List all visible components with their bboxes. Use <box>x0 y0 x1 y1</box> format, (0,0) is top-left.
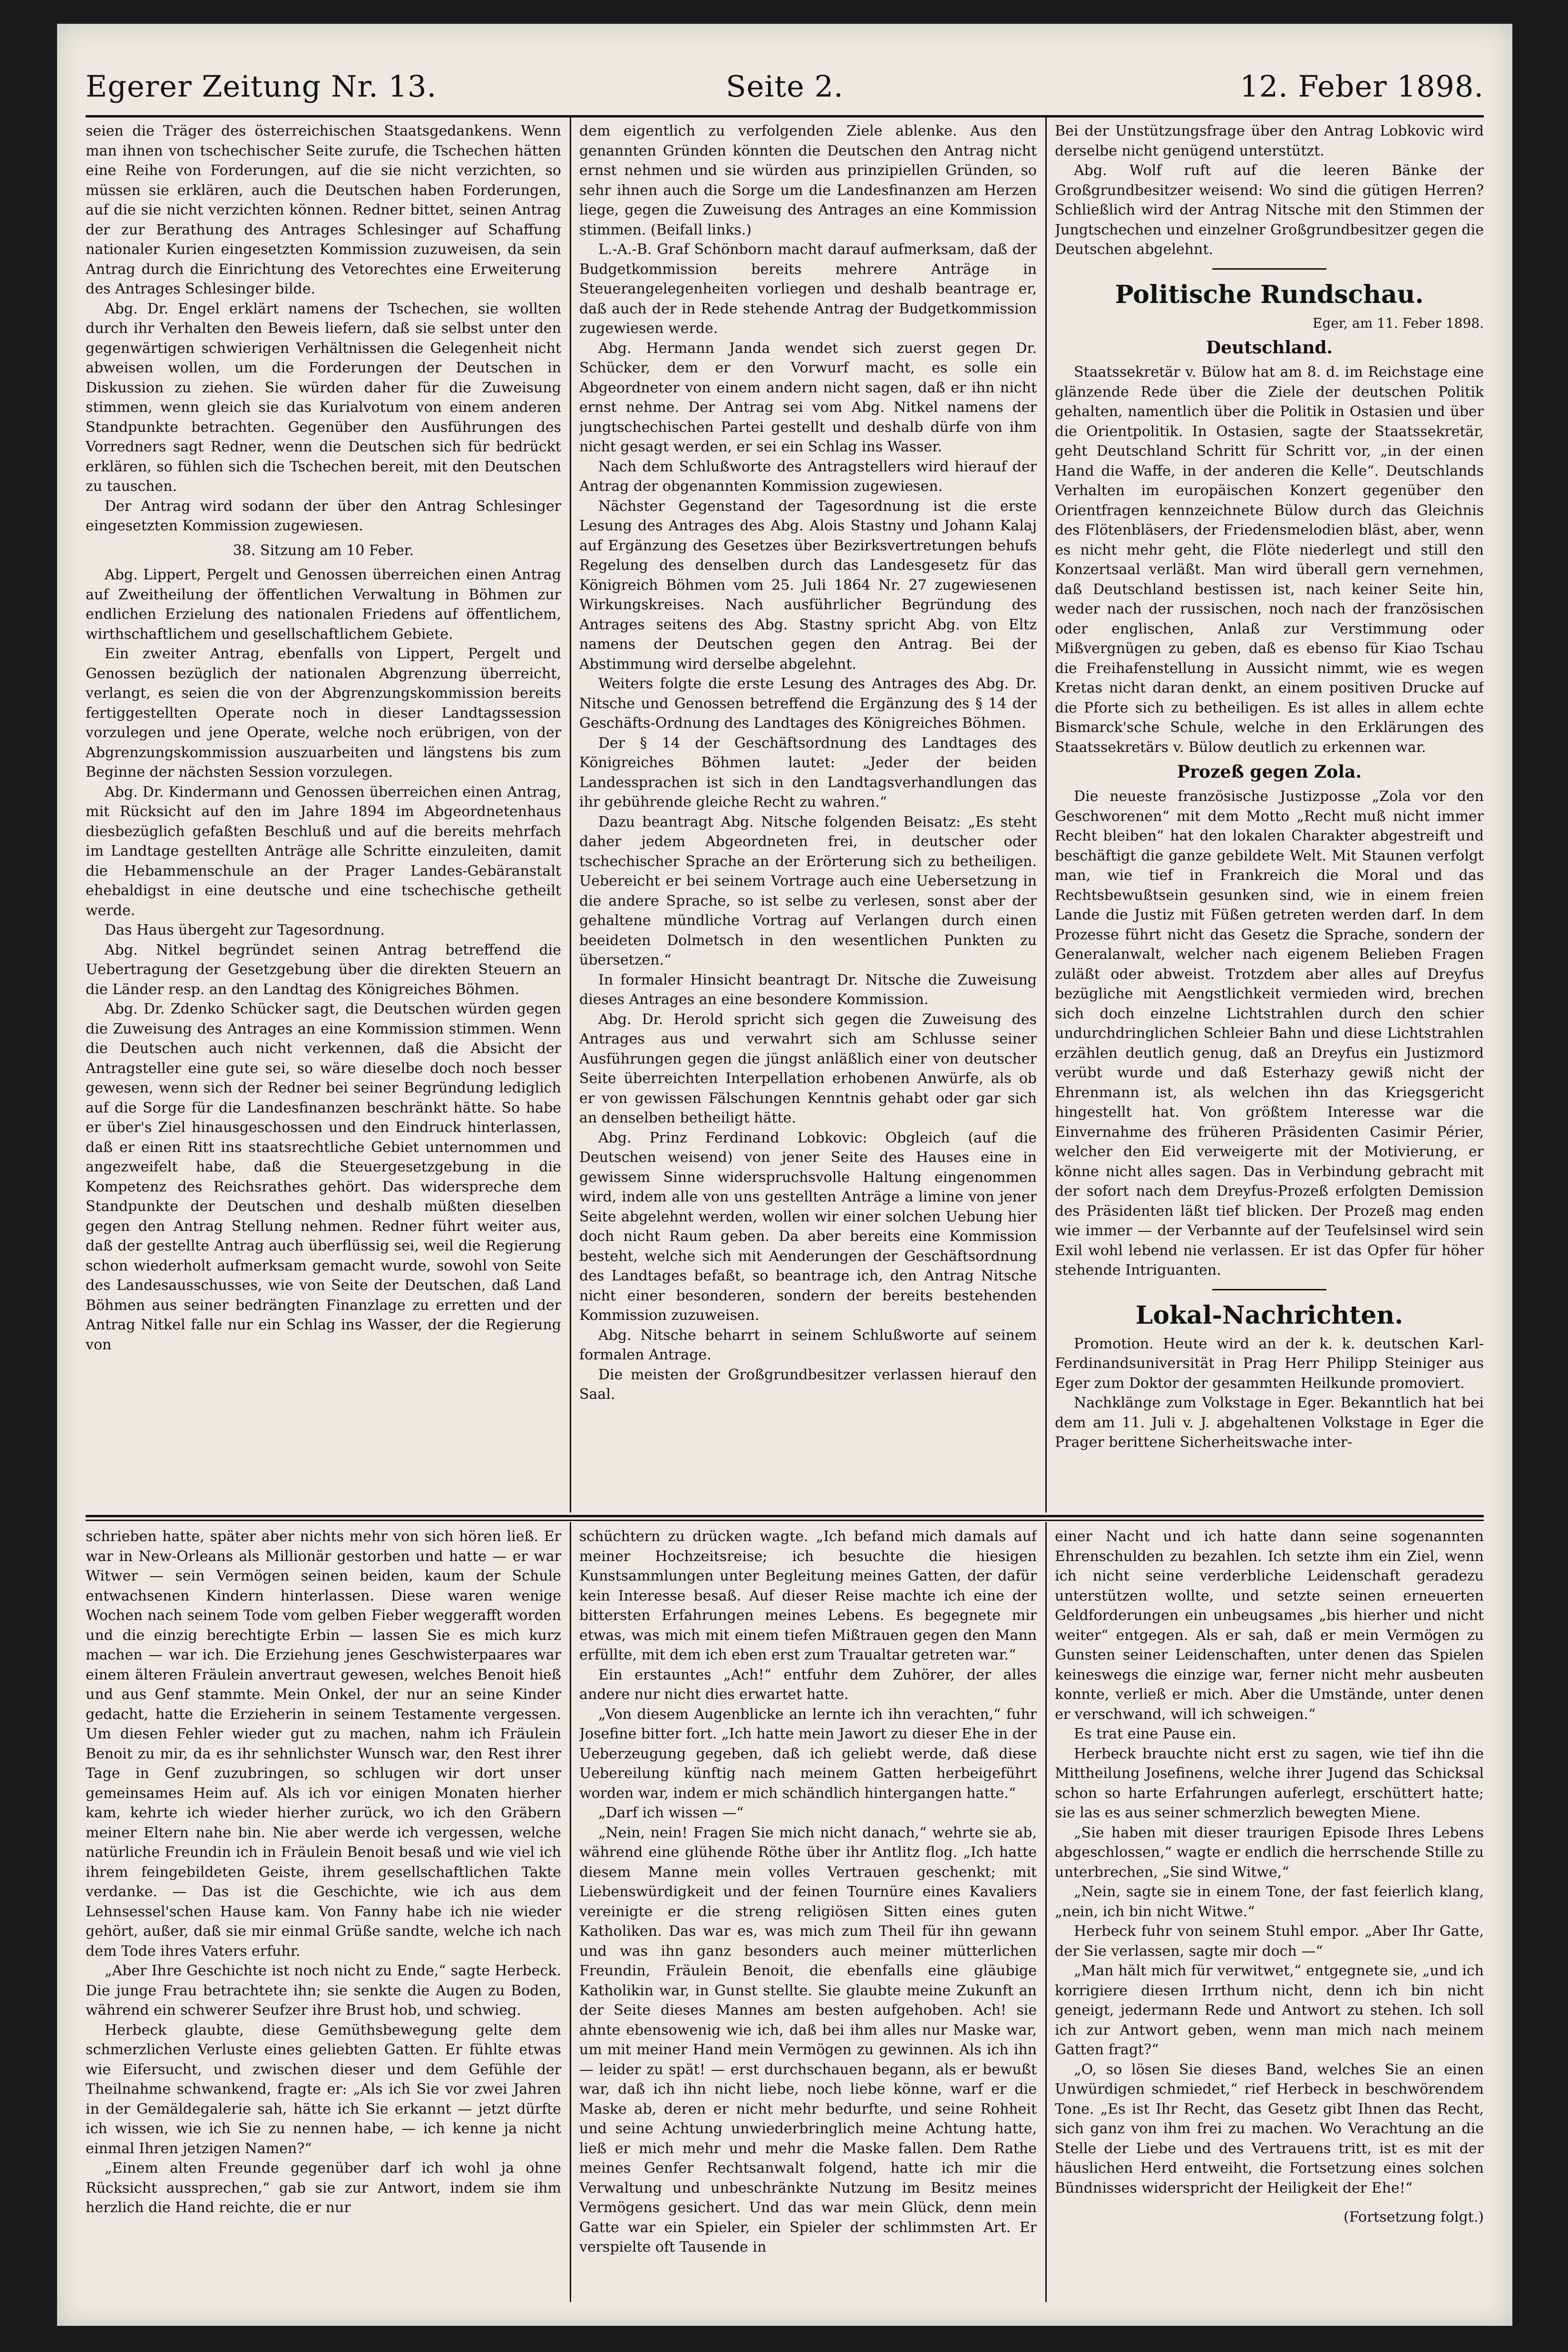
section-divider <box>1212 1289 1326 1290</box>
continuation-note: (Fortsetzung folgt.) <box>1344 2209 1484 2225</box>
paragraph: „Man hält mich für verwitwet,“ entgegnete sie, „und ich korrigiere diesen Irrthum nicht, denn ich bin nicht geneigt, jedermann Rede und Antwort zu stehen. Ich soll ich zur Antwort geben, wenn man mich nach meinem Gatten fragt?“ <box>1055 1962 1484 2058</box>
paragraph: Es trat eine Pause ein. <box>1074 1726 1237 1742</box>
paragraph: Abg. Dr. Zdenko Schücker sagt, die Deutschen würden gegen die Zuweisung des Antrages an eine Kommission stimmen. Wenn die Deutschen auch nicht verkennen, daß die Absicht der Antragsteller eine gute sei, so wäre dieselbe doch noch besser gewesen, wenn sich der Redner bei seiner Begründung lediglich auf die Sorge für die Landesfinanzen beschränkt hätte. So habe er über's Ziel hinausgeschossen und den Eindruck hinterlassen, daß er einen Ritt ins staatsrechtliche Gebiet unternommen und angezweifelt habe, daß die Steuergesetzgebung in die Kompetenz des Reichsrathes gehört. Das widerspreche dem Standpunkte der Deutschen und deshalb müßten dieselben gegen den Antrag Stellung nehmen. Redner führt weiter aus, daß der gestellte Antrag auch überflüssig sei, weil die Regierung schon wiederholt aufmerksam gemacht wurde, sowohl von Seite des Landesausschusses, wie von Seite der Deutschen, daß Land Böhmen aus seiner bedrängten Finanzlage zu erretten und der Antrag Nitkel falle nur ein Schlag ins Wasser, der die Regierung von <box>86 1001 561 1353</box>
column-divider <box>1045 117 1047 1513</box>
paragraph: Abg. Hermann Janda wendet sich zuerst gegen Dr. Schücker, dem er den Vorwurf macht, es solle ein Abgeordneter von einem andern nicht sagen, daß er ihn nicht ernst nehme. Der Antrag sei vom Abg. Nitkel namens der jungtschechischen Partei gestellt und deshalb dürfe von ihm nicht gesagt werden, er sei ein Schlag ins Wasser. <box>579 340 1037 455</box>
column-divider <box>570 1522 571 2302</box>
paragraph: schrieben hatte, später aber nichts mehr von sich hören ließ. Er war in New-Orleans als Millionär gestorben und hatte — er war Witwer — sein Vermögen seinen beiden, kaum der Schule entwachsenen Kindern hinterlassen. Diese waren wenige Wochen nach seinem Tode vom gelben Fieber weggerafft worden und die einzig berechtigte Erbin — lassen Sie es mich kurz machen — war ich. Die Erziehung jenes Geschwisterpaares war einem älteren Fräulein anvertraut gewesen, welches Benoit hieß und aus Genf stammte. Mein Onkel, der nur an seine Kinder gedacht, hatte die Erzieherin in seinem Testamente vergessen. Um diesen Fehler wieder gut zu machen, nahm ich Fräulein Benoit zu mir, da es ihr sehnlichster Wunsch war, den Rest ihrer Tage in Genf zuzubringen, so schlugen wir dort unser gemeinsames Heim auf. Als ich vor einigen Monaten hierher kam, kehrte ich wieder hierher zurück, wo ich den Gräbern meiner Eltern nahe bin. Nie aber werde ich vergessen, welche natürliche Freundin ich in Fräulein Benoit besaß und wie viel ich ihrem feingebildeten Geiste, ihrem gesellschaftlichen Takte verdanke. — Das ist die Geschichte, wie ich aus dem Lehnsessel'schen Hause kam. Von Fanny habe ich nie wieder gehört, außer, daß sie mir einmal Grüße sandte, welche ich nach dem Tode ihres Vaters erfuhr. <box>86 1528 561 1960</box>
masthead <box>86 69 1484 114</box>
paragraph: Abg. Wolf ruft auf die leeren Bänke der Großgrundbesitzer weisend: Wo sind die gütigen Herren? Schließlich wird der Antrag Nitsche mit den Stimmen der Jungtschechen und einzelner Großgrundbesitzer gegen die Deutschen abgelehnt. <box>1055 162 1484 258</box>
issue-date: 12. Feber 1898. <box>1240 69 1484 104</box>
feuilleton-rule-thin <box>86 1520 1484 1521</box>
section-divider <box>1212 268 1326 270</box>
section-title-local: Lokal-Nachrichten. <box>1135 1300 1403 1330</box>
paragraph: „Nein, nein! Fragen Sie mich nicht danach,“ wehrte sie ab, während eine glühende Röthe über ihr Antlitz flog. „Ich hatte diesem Manne mein volles Vertrauen geschenkt; mit Liebenswürdigkeit und der feinen Tournüre eines Kavaliers vereinigte er die streng religiösen Sitten eines guten Katholiken. Das war es, was mich zum Theil für ihn gewann und was ihn ganz besonders auch meiner mütterlichen Freundin, Fräulein Benoit, die ebenfalls eine gläubige Katholikin war, in Gunst stellte. Sie glaubte meine Zukunft an der Seite dieses Mannes am besten aufgehoben. Ach! sie ahnte ebensowenig wie ich, daß bei ihm alles nur Maske war, um mit meiner Hand mein Vermögen zu gewinnen. Als ich ihn — leider zu spät! — erst durchschauen begann, als er bewußt war, daß ich ihn nicht liebe, noch liebe könne, warf er die Maske ab, deren er nicht mehr bedurfte, und seine Rohheit und seine Achtung unwiederbringlich meine Achtung hatte, ließ er mich mehr und mehr die Maske fallen. Dem Rathe meines Genfer Rechtsanwalt folgend, hatte ich mir die Verwaltung und unbeschränkte Nutzung im Besitz meines Vermögens gesichert. Und das war mein Glück, denn mein Gatte war ein Spieler, ein Spieler der schlimmsten Art. Er verspielte oft Tausende in <box>579 1824 1037 2255</box>
paragraph: Dazu beantragt Abg. Nitsche folgenden Beisatz: „Es steht daher jedem Abgeordneten frei, in deutscher oder tschechischer Sprache an der Erörterung sich zu betheiligen. Uebereicht er bei seinem Vortrage auch eine Uebersetzung in die andere Sprache, so ist selbe zu verlesen, sonst aber der gehaltene mündliche Vortrag auf Verlangen durch einen beeideten Dolmetsch in den wesentlichen Punkten zu übersetzen.“ <box>579 813 1037 968</box>
paragraph: „O, so lösen Sie dieses Band, welches Sie an einen Unwürdigen schmiedet,“ rief Herbeck in beschwörendem Tone. „Es ist Ihr Recht, das Gesetz gibt Ihnen das Recht, sich ganz von ihm frei zu machen. Wo Verachtung an die Stelle der Liebe und des Vertrauens tritt, ist es mit der häuslichen Herd entweiht, die Fortsetzung eines solchen Bündnisses widerspricht der Heiligkeit der Ehe!“ <box>1055 2061 1484 2196</box>
paragraph: Ein zweiter Antrag, ebenfalls von Lippert, Pergelt und Genossen bezüglich der nationalen Abgrenzung überreicht, verlangt, es seien die von der Abgrenzungskommission bereits fertiggestellten Operate noch in dieser Landtagssession vorzulegen und jene Operate, welche noch erübrigen, von der Abgrenzungskommission auszuarbeiten und längstens bis zum Beginne der nächsten Session vorzulegen. <box>86 645 561 781</box>
paragraph: „Sie haben mit dieser traurigen Episode Ihres Lebens abgeschlossen,“ wagte er endlich die herrschende Stille zu unterbrechen, „Sie sind Witwe,“ <box>1055 1824 1484 1881</box>
paragraph: Die neueste französische Justizposse „Zola vor den Geschworenen“ mit dem Motto „Recht muß nicht immer Recht bleiben“ hat den lokalen Charakter abgestreift und beschäftigt die ganze gebildete Welt. Mit Staunen verfolgt man, wie tief in Frankreich die Moral und das Rechtsbewußtsein gesunken sind, wie in einem freien Lande die Justiz mit Füßen getreten werden darf. In dem Prozesse führt nicht das Gesetz die Sprache, sondern der Generalanwalt, welcher nach eigenem Belieben Fragen zuläßt oder abweist. Trotzdem aber alles auf Dreyfus bezügliche mit Aengstlichkeit vermieden wird, brechen sich doch einzelne Lichtstrahlen durch den schier undurchdringlichen Schleier Bahn und diese Lichtstrahlen erzählen deutlich genug, daß an Dreyfus ein Justizmord verübt wurde und daß Esterhazy gewiß nicht der Ehrenmann ist, als welchen ihn das Kriegsgericht hingestellt hat. Von größtem Interesse war die Einvernahme des früheren Präsidenten Casimir Périer, welcher den Eid verweigerte mit der Motivierung, er könne nicht alles sagen. Das in Verbindung gebracht mit der sofort nach dem Dreyfus-Prozeß erfolgten Demission des Präsidenten läßt tief blicken. Der Prozeß mag enden wie immer — der Verbannte auf der Teufelsinsel wird sein Exil wohl lebend nie verlassen. Er ist das Opfer für höher stehende Intriguanten. <box>1055 788 1484 1278</box>
page-number: Seite 2. <box>726 69 844 104</box>
paragraph: Herbeck fuhr von seinem Stuhl empor. „Aber Ihr Gatte, der Sie verlassen, sagte mir doch —“ <box>1055 1923 1484 1960</box>
session-heading: 38. Sitzung am 10 Feber. <box>233 542 414 559</box>
paragraph: Nächster Gegenstand der Tagesordnung ist die erste Lesung des Antrages des Abg. Alois Stastny und Johann Kalaj auf Ergänzung des Gesetzes über Bezirksvertretungen behufs Regelung des denselben durch das Landesgesetz für das Königreich Böhmen vom 25. Juli 1864 Nr. 27 zugewiesenen Wirkungskreises. Nach ausführlicher Begründung des Antrages seitens des Abg. Stastny spricht Abg. von Eltz namens der Deutschen gegen den Antrag. Bei der Abstimmung wird derselbe abgelehnt. <box>579 498 1037 673</box>
paragraph: Abg. Prinz Ferdinand Lobkovic: Obgleich (auf die Deutschen weisend) von jener Seite des Hauses eine in gewissem Sinne widerspruchsvolle Haltung eingenommen wird, indem alle von uns gestellten Anträge a limine von jener Seite abgelehnt werden, wollen wir einer solchen Uebung hier doch nicht Raum geben. Da aber bereits eine Kommission besteht, welche sich mit Aenderungen der Geschäftsordnung des Landtages befaßt, so beantrage ich, den Antrag Nitsche nicht einer besonderen, sondern der bereits bestehenden Kommission zuzuweisen. <box>579 1129 1037 1324</box>
paragraph: Die meisten der Großgrundbesitzer verlassen hierauf den Saal. <box>579 1366 1037 1403</box>
paragraph: Herbeck glaubte, diese Gemüthsbewegung gelte dem schmerzlichen Verluste eines geliebten Gatten. Er fühlte etwas wie Eifersucht, und zwischen dieser und dem Gefühle der Theilnahme schwankend, fragte er: „Als ich Sie vor zwei Jahren in der Gemäldegalerie sah, hätte ich Sie erkannt — jetzt dürfte ich wissen, wie ich Sie zu nennen habe, — ich kenne ja nicht einmal Ihren jetzigen Namen?“ <box>86 2021 561 2157</box>
paragraph: seien die Träger des österreichischen Staatsgedankens. Wenn man ihnen von tschechischer Seite zurufe, die Tschechen hätten eine Reihe von Forderungen, auf die sie nicht verzichten, so müssen sie erklären, auch die Deutschen haben Forderungen, auf die sie nicht verzichten können. Redner bittet, seinen Antrag der zur Berathung des Antrages Schlesinger auf Schaffung nationaler Kurien eingesetzten Kommission zuzuweisen, da sein Antrag durch die Einrichtung des Vetorechtes eine Erweiterung des Antrages Schlesinger bilde. <box>86 123 561 297</box>
paragraph: „Aber Ihre Geschichte ist noch nicht zu Ende,“ sagte Herbeck. Die junge Frau betrachtete ihn; sie senkte die Augen zu Boden, während ein schwerer Seufzer ihre Brust hob, und schwieg. <box>86 1962 561 2019</box>
paragraph: „Nein, sagte sie in einem Tone, der fast feierlich klang, „nein, ich bin nicht Witwe.“ <box>1055 1884 1484 1920</box>
paragraph: Abg. Dr. Kindermann und Genossen überreichen einen Antrag, mit Rücksicht auf den im Jahre 1894 im Abgeordnetenhaus diesbezüglich gefaßten Beschluß und auf die bereits mehrfach im Landtage gestellten Anträge alle Schritte einzuleiten, damit die Hebammenschule an der Prager Landes-Gebäranstalt ehebaldigst in eine deutsche und eine tschechische getheilt werde. <box>86 783 561 919</box>
section-dateline: Eger, am 11. Feber 1898. <box>1312 315 1484 331</box>
paragraph: Nach dem Schlußworte des Antragstellers wird hierauf der Antrag der obgenannten Kommission zugewiesen. <box>579 458 1037 495</box>
paragraph: Ein erstauntes „Ach!“ entfuhr dem Zuhörer, der alles andere nur nicht dies erwartet hatte. <box>579 1666 1037 1703</box>
paragraph: Bei der Unstützungsfrage über den Antrag Lobkovic wird derselbe nicht genügend unterstützt. <box>1055 123 1484 159</box>
paragraph: Abg. Nitsche beharrt in seinem Schlußworte auf seinem formalen Antrage. <box>579 1327 1037 1363</box>
paragraph: L.-A.-B. Graf Schönborn macht darauf aufmerksam, daß der Budgetkommission bereits mehrere Anträge in Steuerangelegenheiten vorliegen und deshalb beantrage er, daß auch der in Rede stehende Antrag der Budgetkommission zugewiesen werde. <box>579 241 1037 337</box>
masthead-title: Egerer Zeitung Nr. 13. <box>86 69 437 104</box>
masthead-rule <box>86 115 1484 117</box>
paragraph: Abg. Dr. Engel erklärt namens der Tschechen, sie wollten durch ihr Verhalten den Beweis liefern, daß sie selbst unter den gegenwärtigen schwierigen Verhältnissen die Gelegenheit nicht abweisen wollen, um die Forderungen der Deutschen in Diskussion zu ziehen. Sie würden daher für die Zuweisung stimmen, wenn gleich sie das Kurialvotum von einem anderen Standpunkte betrachten. Gegenüber den Ausführungen des Vorredners sagt Redner, wenn die Deutschen sich für bedrückt erklären, so fühlen sich die Tschechen bereit, mit den Deutschen zu tauschen. <box>86 300 561 495</box>
column-divider <box>570 117 571 1513</box>
paragraph: „Von diesem Augenblicke an lernte ich ihn verachten,“ fuhr Josefine bitter fort. „Ich hatte mein Jawort zu dieser Ehe in der Ueberzeugung gegeben, daß ich geliebt werde, daß diese Uebereilung künftig nach meinem Gatten herbeigeführt worden war, indem er mich schändlich hintergangen hatte.“ <box>579 1706 1037 1802</box>
paragraph: Nachklänge zum Volkstage in Eger. Bekanntlich hat bei dem am 11. Juli v. J. abgehaltenen Volkstage in Eger die Prager berittene Sicherheitswache inter- <box>1055 1395 1484 1451</box>
subheading-zola: Prozeß gegen Zola. <box>1177 762 1362 782</box>
paragraph: Weiters folgte die erste Lesung des Antrages des Abg. Dr. Nitsche und Genossen betreffend die Ergänzung des § 14 der Geschäfts-Ordnung des Landtages des Königreiches Böhmen. <box>579 675 1037 732</box>
subheading-germany: Deutschland. <box>1206 338 1333 358</box>
paragraph: Abg. Lippert, Pergelt und Genossen überreichen einen Antrag auf Zweitheilung der öffentlichen Verwaltung in Böhmen zur endlichen Erzielung des nationalen Friedens auf öffentlichem, wirthschaftlichem und gesellschaftlichem Gebiete. <box>86 566 561 643</box>
section-title-politics: Politische Rundschau. <box>1115 280 1424 309</box>
paragraph: „Darf ich wissen —“ <box>598 1805 744 1821</box>
paragraph: In formaler Hinsicht beantragt Dr. Nitsche die Zuweisung dieses Antrages an eine besondere Kommission. <box>579 971 1037 1008</box>
newspaper-page <box>57 24 1512 2326</box>
paragraph: Der Antrag wird sodann der über den Antrag Schlesinger eingesetzten Kommission zugewiesen. <box>86 498 561 534</box>
feuilleton-column-3 <box>1055 1527 1484 2302</box>
paragraph: Herbeck brauchte nicht erst zu sagen, wie tief ihn die Mittheilung Josefinens, welche ihrer Jugend das Schicksal schon so harte Erfahrungen auferlegt, erschüttert hatte; sie las es aus seiner schmerzlich bewegten Miene. <box>1055 1745 1484 1821</box>
paragraph: Das Haus übergeht zur Tagesordnung. <box>105 922 385 938</box>
column-1 <box>86 121 561 1513</box>
paragraph: einer Nacht und ich hatte dann seine sogenannten Ehrenschulden zu bezahlen. Ich setzte ihm ein Ziel, wenn ich nicht seine verderbliche Leidenschaft geradezu unterstützen wollte, und setzte seinen erneuerten Geldforderungen ein unbeugsames „bis hierher und nicht weiter“ entgegen. Als er sah, daß er mein Vermögen zu Gunsten seiner Leidenschaften, unter denen das Spielen keineswegs die einzige war, ferner nicht mehr ausbeuten konnte, verließ er mich. Aber die Umstände, unter denen er verschwand, will ich schweigen.“ <box>1055 1528 1484 1723</box>
feuilleton-column-1 <box>86 1527 561 2302</box>
column-3 <box>1055 121 1484 1513</box>
feuilleton-column-2 <box>579 1527 1037 2302</box>
paragraph: schüchtern zu drücken wagte. „Ich befand mich damals auf meiner Hochzeitsreise; ich besuchte die hiesigen Kunstsammlungen unter Begleitung meines Gatten, der dafür kein Interesse besaß. Auf dieser Reise machte ich eine der bittersten Erfahrungen meines Lebens. Es begegnete mir etwas, was mich mit einem tiefen Mißtrauen gegen den Mann erfüllte, mit dem ich eben erst zum Traualtar getreten war.“ <box>579 1528 1037 1663</box>
paragraph: Staatssekretär v. Bülow hat am 8. d. im Reichstage eine glänzende Rede über die Ziele der deutschen Politik gehalten, namentlich über die Politik in Ostasien und über die Orientpolitik. In Ostasien, sagte der Staatssekretär, geht Deutschland Schritt für Schritt vor, „in der einen Hand die Waffe, in der anderen die Kelle“. Deutschlands Verhalten im europäischen Konzert gegenüber den Orientfragen kennzeichnete Bülow durch das Gleichnis des Flötenbläsers, der Friedensmelodien bläst, aber, wenn es nicht mehr geht, die Flöte niederlegt und still den Konzertsaal verläßt. Man wird überall gern vernehmen, daß Deutschland bestissen ist, nach keiner Seite hin, weder nach der russischen, noch nach der französischen oder englischen, Anlaß zur Verstimmung oder Mißvergnügen zu geben, daß es ebenso für Kiao Tschau die Freihafenstellung in Aussicht nimmt, wie es wegen Kretas nicht daran denkt, an einem positiven Drucke auf die Pforte sich zu betheiligen. Es ist alles in allem echte Bismarck'sche Schule, welche in den Erklärungen des Staatssekretärs v. Bülow deutlich zu erkennen war. <box>1055 364 1484 756</box>
column-divider <box>1045 1522 1047 2302</box>
paragraph: Promotion. Heute wird an der k. k. deutschen Karl-Ferdinandsuniversität in Prag Herr Philipp Steiniger aus Eger zum Doktor der gesammten Heilkunde promoviert. <box>1055 1335 1484 1392</box>
paragraph: Abg. Nitkel begründet seinen Antrag betreffend die Uebertragung der Gesetzgebung über die direkten Steuern an die Länder resp. an den Landtag des Königreiches Böhmen. <box>86 941 561 998</box>
column-2 <box>579 121 1037 1513</box>
paragraph: dem eigentlich zu verfolgenden Ziele ablenke. Aus den genannten Gründen könnten die Deutschen den Antrag nicht ernst nehmen und sie würden aus prinzipiellen Gründen, so sehr ihnen auch die Sorge um die Landesfinanzen am Herzen liege, gegen die Zuweisung des Antrages an eine Kommission stimmen. (Beifall links.) <box>579 123 1037 238</box>
paragraph: Abg. Dr. Herold spricht sich gegen die Zuweisung des Antrages aus und verwahrt sich am Schlusse seiner Ausführungen gegen die jüngst anläßlich einer von deutscher Seite überreichten Interpellation erhobenen Anwürfe, als ob er von gewissen Fälschungen Kenntnis gehabt oder gar sich an denselben betheiligt hätte. <box>579 1011 1037 1126</box>
feuilleton-rule <box>86 1515 1484 1517</box>
paragraph: Der § 14 der Geschäftsordnung des Landtages des Königreiches Böhmen lautet: „Jeder der beiden Landessprachen ist sich in den Landtagsverhandlungen das ihr gebührende gleiche Recht zu wahren.“ <box>579 734 1037 810</box>
paragraph: „Einem alten Freunde gegenüber darf ich wohl ja ohne Rücksicht aussprechen,“ gab sie zur Antwort, indem sie ihm herzlich die Hand reichte, die er nur <box>86 2160 561 2216</box>
